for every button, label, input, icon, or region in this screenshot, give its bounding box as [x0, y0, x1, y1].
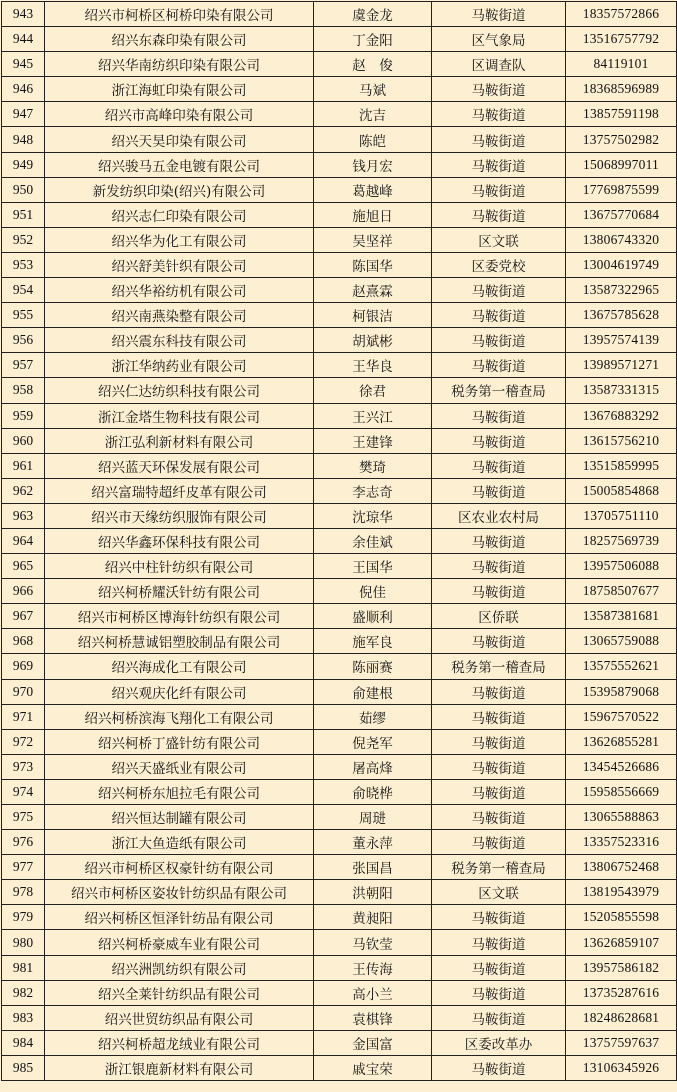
- row-number: 960: [2, 428, 45, 453]
- table-row: [2, 77, 677, 102]
- phone-number: 13957506088: [566, 554, 677, 579]
- company-name: 浙江海虹印染有限公司: [45, 77, 314, 102]
- assigned-unit: 马鞍街道: [432, 152, 566, 177]
- table-row: [2, 930, 677, 955]
- phone-number: 13676883292: [566, 403, 677, 428]
- company-name: 绍兴柯桥区恒泽针纺品有限公司: [45, 905, 314, 930]
- contact-person: 葛越峰: [314, 177, 432, 202]
- phone-number: 13626855281: [566, 729, 677, 754]
- row-number: 950: [2, 177, 45, 202]
- contact-person: 袁棋锋: [314, 1005, 432, 1030]
- assigned-unit: 税务第一稽查局: [432, 855, 566, 880]
- phone-number: 13957574139: [566, 328, 677, 353]
- phone-number: 13806743320: [566, 227, 677, 252]
- company-name: 绍兴天盛纸业有限公司: [45, 754, 314, 779]
- table-row: [2, 52, 677, 77]
- assigned-unit: 马鞍街道: [432, 453, 566, 478]
- phone-number: 13065588863: [566, 805, 677, 830]
- row-number: 984: [2, 1030, 45, 1055]
- assigned-unit: 马鞍街道: [432, 102, 566, 127]
- contact-person: 金国富: [314, 1030, 432, 1055]
- assigned-unit: 马鞍街道: [432, 930, 566, 955]
- table-row: [2, 1005, 677, 1030]
- contact-person: 陈国华: [314, 252, 432, 277]
- contact-person: 黄昶阳: [314, 905, 432, 930]
- assigned-unit: 马鞍街道: [432, 278, 566, 303]
- contact-person: 戚宝荣: [314, 1055, 432, 1080]
- phone-number: 18357572866: [566, 2, 677, 27]
- contact-person: 施旭日: [314, 202, 432, 227]
- assigned-unit: 马鞍街道: [432, 428, 566, 453]
- contact-person: 俞晓桦: [314, 779, 432, 804]
- row-number: 951: [2, 202, 45, 227]
- company-name: 绍兴华裕纺机有限公司: [45, 278, 314, 303]
- row-number: 971: [2, 704, 45, 729]
- company-name: 绍兴柯桥滨海飞翔化工有限公司: [45, 704, 314, 729]
- company-name: 绍兴震东科技有限公司: [45, 328, 314, 353]
- assigned-unit: 马鞍街道: [432, 403, 566, 428]
- company-name: 绍兴市柯桥区权豪针纺有限公司: [45, 855, 314, 880]
- phone-number: 13587381681: [566, 604, 677, 629]
- contact-person: 徐君: [314, 378, 432, 403]
- assigned-unit: 税务第一稽查局: [432, 654, 566, 679]
- row-number: 982: [2, 980, 45, 1005]
- phone-number: 13806752468: [566, 855, 677, 880]
- table-row: [2, 955, 677, 980]
- phone-number: 13675785628: [566, 303, 677, 328]
- company-name: 绍兴蓝天环保发展有限公司: [45, 453, 314, 478]
- assigned-unit: 马鞍街道: [432, 353, 566, 378]
- row-number: 968: [2, 629, 45, 654]
- contact-person: 吴坚祥: [314, 227, 432, 252]
- phone-number: 13757502982: [566, 127, 677, 152]
- row-number: 965: [2, 554, 45, 579]
- company-name: 浙江大鱼造纸有限公司: [45, 830, 314, 855]
- company-name: 绍兴仁达纺织科技有限公司: [45, 378, 314, 403]
- table-row: [2, 980, 677, 1005]
- contact-person: 高小兰: [314, 980, 432, 1005]
- phone-number: 15958556669: [566, 779, 677, 804]
- company-name: 绍兴华为化工有限公司: [45, 227, 314, 252]
- phone-number: 15967570522: [566, 704, 677, 729]
- company-name: 绍兴全莱针纺织品有限公司: [45, 980, 314, 1005]
- table-row: [2, 303, 677, 328]
- row-number: 963: [2, 503, 45, 528]
- assigned-unit: 马鞍街道: [432, 328, 566, 353]
- assigned-unit: 马鞍街道: [432, 779, 566, 804]
- company-name: 绍兴骏马五金电镀有限公司: [45, 152, 314, 177]
- assigned-unit: 马鞍街道: [432, 2, 566, 27]
- phone-number: 13106345926: [566, 1055, 677, 1080]
- table-row: [2, 830, 677, 855]
- assigned-unit: 马鞍街道: [432, 528, 566, 553]
- phone-number: 84119101: [566, 52, 677, 77]
- contact-person: 王兴江: [314, 403, 432, 428]
- contact-person: 倪佳: [314, 579, 432, 604]
- company-name: 绍兴市柯桥区博海针纺织有限公司: [45, 604, 314, 629]
- row-number: 970: [2, 679, 45, 704]
- contact-person: 赵熹霖: [314, 278, 432, 303]
- row-number: 962: [2, 478, 45, 503]
- phone-number: 13587331315: [566, 378, 677, 403]
- assigned-unit: 区文联: [432, 880, 566, 905]
- table-row: [2, 604, 677, 629]
- table-row: [2, 855, 677, 880]
- company-name: 绍兴天昊印染有限公司: [45, 127, 314, 152]
- phone-number: 18257569739: [566, 528, 677, 553]
- company-name: 浙江弘利新材料有限公司: [45, 428, 314, 453]
- table-row: [2, 278, 677, 303]
- company-name: 绍兴世贸纺织品有限公司: [45, 1005, 314, 1030]
- table-row: [2, 729, 677, 754]
- contact-person: 王建锋: [314, 428, 432, 453]
- assigned-unit: 马鞍街道: [432, 554, 566, 579]
- phone-number: 13587322965: [566, 278, 677, 303]
- assigned-unit: 马鞍街道: [432, 1055, 566, 1080]
- contact-person: 余佳斌: [314, 528, 432, 553]
- table-row: [2, 554, 677, 579]
- contact-person: 丁金阳: [314, 27, 432, 52]
- row-number: 983: [2, 1005, 45, 1030]
- contact-person: 虞金龙: [314, 2, 432, 27]
- company-contact-table: [1, 1, 677, 1081]
- contact-person: 王传海: [314, 955, 432, 980]
- table-row: [2, 127, 677, 152]
- row-number: 975: [2, 805, 45, 830]
- table-row: [2, 779, 677, 804]
- assigned-unit: 马鞍街道: [432, 1005, 566, 1030]
- phone-number: 13757597637: [566, 1030, 677, 1055]
- company-name: 浙江华纳药业有限公司: [45, 353, 314, 378]
- company-name: 绍兴洲凯纺织有限公司: [45, 955, 314, 980]
- row-number: 978: [2, 880, 45, 905]
- company-name: 绍兴观庆化纤有限公司: [45, 679, 314, 704]
- assigned-unit: 区委党校: [432, 252, 566, 277]
- table-row: [2, 654, 677, 679]
- table-row: [2, 252, 677, 277]
- contact-person: 柯银洁: [314, 303, 432, 328]
- table-row: [2, 880, 677, 905]
- phone-number: 13626859107: [566, 930, 677, 955]
- table-row: [2, 428, 677, 453]
- company-name: 绍兴市高峰印染有限公司: [45, 102, 314, 127]
- contact-person: 俞建根: [314, 679, 432, 704]
- contact-person: 施军良: [314, 629, 432, 654]
- phone-number: 13065759088: [566, 629, 677, 654]
- table-row: [2, 805, 677, 830]
- table-row: [2, 202, 677, 227]
- assigned-unit: 区委改革办: [432, 1030, 566, 1055]
- row-number: 957: [2, 353, 45, 378]
- phone-number: 15068997011: [566, 152, 677, 177]
- table-row: [2, 453, 677, 478]
- contact-person: 李志奇: [314, 478, 432, 503]
- table-row: [2, 27, 677, 52]
- assigned-unit: 税务第一稽查局: [432, 378, 566, 403]
- phone-number: 13615756210: [566, 428, 677, 453]
- contact-person: 王华良: [314, 353, 432, 378]
- table-row: [2, 1055, 677, 1080]
- phone-number: 18368596989: [566, 77, 677, 102]
- table-body: [2, 2, 677, 1081]
- company-name: 绍兴华南纺织印染有限公司: [45, 52, 314, 77]
- company-name: 绍兴柯桥豪威车业有限公司: [45, 930, 314, 955]
- assigned-unit: 马鞍街道: [432, 77, 566, 102]
- assigned-unit: 马鞍街道: [432, 177, 566, 202]
- company-name: 绍兴中柱针纺织有限公司: [45, 554, 314, 579]
- row-number: 955: [2, 303, 45, 328]
- phone-number: 17769875599: [566, 177, 677, 202]
- contact-person: 周琎: [314, 805, 432, 830]
- table-row: [2, 2, 677, 27]
- row-number: 969: [2, 654, 45, 679]
- table-row: [2, 328, 677, 353]
- company-name: 绍兴柯桥东旭拉毛有限公司: [45, 779, 314, 804]
- phone-number: 13735287616: [566, 980, 677, 1005]
- contact-person: 洪朝阳: [314, 880, 432, 905]
- company-name: 绍兴市柯桥区姿妆针纺织品有限公司: [45, 880, 314, 905]
- row-number: 973: [2, 754, 45, 779]
- row-number: 980: [2, 930, 45, 955]
- row-number: 961: [2, 453, 45, 478]
- phone-number: 13516757792: [566, 27, 677, 52]
- company-name: 新发纺织印染(绍兴)有限公司: [45, 177, 314, 202]
- assigned-unit: 马鞍街道: [432, 478, 566, 503]
- table-row: [2, 403, 677, 428]
- assigned-unit: 马鞍街道: [432, 905, 566, 930]
- contact-person: 胡斌彬: [314, 328, 432, 353]
- table-row: [2, 152, 677, 177]
- row-number: 976: [2, 830, 45, 855]
- contact-person: 马钦莹: [314, 930, 432, 955]
- row-number: 953: [2, 252, 45, 277]
- contact-person: 钱月宏: [314, 152, 432, 177]
- phone-number: 18758507677: [566, 579, 677, 604]
- assigned-unit: 马鞍街道: [432, 629, 566, 654]
- company-name: 绍兴东森印染有限公司: [45, 27, 314, 52]
- table-row: [2, 503, 677, 528]
- row-number: 947: [2, 102, 45, 127]
- company-name: 绍兴柯桥耀沃针纺有限公司: [45, 579, 314, 604]
- company-name: 绍兴恒达制罐有限公司: [45, 805, 314, 830]
- table-row: [2, 679, 677, 704]
- table-row: [2, 102, 677, 127]
- table-row: [2, 704, 677, 729]
- company-name: 绍兴柯桥超龙绒业有限公司: [45, 1030, 314, 1055]
- phone-number: 13819543979: [566, 880, 677, 905]
- assigned-unit: 区文联: [432, 227, 566, 252]
- table-row: [2, 177, 677, 202]
- contact-person: 赵 俊: [314, 52, 432, 77]
- contact-person: 倪尧军: [314, 729, 432, 754]
- row-number: 972: [2, 729, 45, 754]
- assigned-unit: 马鞍街道: [432, 202, 566, 227]
- row-number: 944: [2, 27, 45, 52]
- company-name: 绍兴华鑫环保科技有限公司: [45, 528, 314, 553]
- table-row: [2, 629, 677, 654]
- row-number: 979: [2, 905, 45, 930]
- contact-person: 王国华: [314, 554, 432, 579]
- assigned-unit: 马鞍街道: [432, 980, 566, 1005]
- assigned-unit: 马鞍街道: [432, 303, 566, 328]
- table-row: [2, 754, 677, 779]
- phone-number: 13957586182: [566, 955, 677, 980]
- assigned-unit: 马鞍街道: [432, 579, 566, 604]
- assigned-unit: 马鞍街道: [432, 830, 566, 855]
- row-number: 964: [2, 528, 45, 553]
- table-row: [2, 579, 677, 604]
- phone-number: 13857591198: [566, 102, 677, 127]
- table-row: [2, 478, 677, 503]
- assigned-unit: 区调查队: [432, 52, 566, 77]
- contact-person: 樊琦: [314, 453, 432, 478]
- assigned-unit: 马鞍街道: [432, 127, 566, 152]
- phone-number: 13454526686: [566, 754, 677, 779]
- assigned-unit: 马鞍街道: [432, 679, 566, 704]
- phone-number: 15205855598: [566, 905, 677, 930]
- contact-person: 董永萍: [314, 830, 432, 855]
- contact-person: 盛顺利: [314, 604, 432, 629]
- company-name: 绍兴舒美针织有限公司: [45, 252, 314, 277]
- company-name: 绍兴市天缘纺织服饰有限公司: [45, 503, 314, 528]
- assigned-unit: 区侨联: [432, 604, 566, 629]
- row-number: 959: [2, 403, 45, 428]
- phone-number: 13004619749: [566, 252, 677, 277]
- phone-number: 13515859995: [566, 453, 677, 478]
- phone-number: 13675770684: [566, 202, 677, 227]
- contact-person: 陈皑: [314, 127, 432, 152]
- row-number: 985: [2, 1055, 45, 1080]
- company-name: 绍兴市柯桥区柯桥印染有限公司: [45, 2, 314, 27]
- table-row: [2, 528, 677, 553]
- row-number: 945: [2, 52, 45, 77]
- company-name: 绍兴海成化工有限公司: [45, 654, 314, 679]
- assigned-unit: 区气象局: [432, 27, 566, 52]
- row-number: 966: [2, 579, 45, 604]
- row-number: 948: [2, 127, 45, 152]
- company-name: 绍兴柯桥慧诚铝塑胶制品有限公司: [45, 629, 314, 654]
- contact-person: 马斌: [314, 77, 432, 102]
- contact-person: 屠高烽: [314, 754, 432, 779]
- company-name: 绍兴南燕染整有限公司: [45, 303, 314, 328]
- phone-number: 13705751110: [566, 503, 677, 528]
- phone-number: 18248628681: [566, 1005, 677, 1030]
- row-number: 967: [2, 604, 45, 629]
- assigned-unit: 马鞍街道: [432, 805, 566, 830]
- table-row: [2, 1030, 677, 1055]
- phone-number: 13989571271: [566, 353, 677, 378]
- phone-number: 13357523316: [566, 830, 677, 855]
- row-number: 958: [2, 378, 45, 403]
- row-number: 981: [2, 955, 45, 980]
- assigned-unit: 区农业农村局: [432, 503, 566, 528]
- row-number: 943: [2, 2, 45, 27]
- company-name: 绍兴柯桥丁盛针纺有限公司: [45, 729, 314, 754]
- assigned-unit: 马鞍街道: [432, 729, 566, 754]
- assigned-unit: 马鞍街道: [432, 704, 566, 729]
- phone-number: 15395879068: [566, 679, 677, 704]
- contact-person: 茹缪: [314, 704, 432, 729]
- row-number: 949: [2, 152, 45, 177]
- row-number: 952: [2, 227, 45, 252]
- phone-number: 13575552621: [566, 654, 677, 679]
- contact-person: 张国昌: [314, 855, 432, 880]
- row-number: 977: [2, 855, 45, 880]
- table-row: [2, 227, 677, 252]
- table-row: [2, 378, 677, 403]
- assigned-unit: 马鞍街道: [432, 754, 566, 779]
- row-number: 954: [2, 278, 45, 303]
- company-name: 浙江金塔生物科技有限公司: [45, 403, 314, 428]
- contact-person: 沈琼华: [314, 503, 432, 528]
- company-name: 浙江银鹿新材料有限公司: [45, 1055, 314, 1080]
- row-number: 956: [2, 328, 45, 353]
- contact-person: 沈吉: [314, 102, 432, 127]
- assigned-unit: 马鞍街道: [432, 955, 566, 980]
- row-number: 946: [2, 77, 45, 102]
- contact-person: 陈丽赛: [314, 654, 432, 679]
- row-number: 974: [2, 779, 45, 804]
- table-row: [2, 905, 677, 930]
- table-row: [2, 353, 677, 378]
- company-name: 绍兴志仁印染有限公司: [45, 202, 314, 227]
- company-name: 绍兴富瑞特超纤皮革有限公司: [45, 478, 314, 503]
- phone-number: 15005854868: [566, 478, 677, 503]
